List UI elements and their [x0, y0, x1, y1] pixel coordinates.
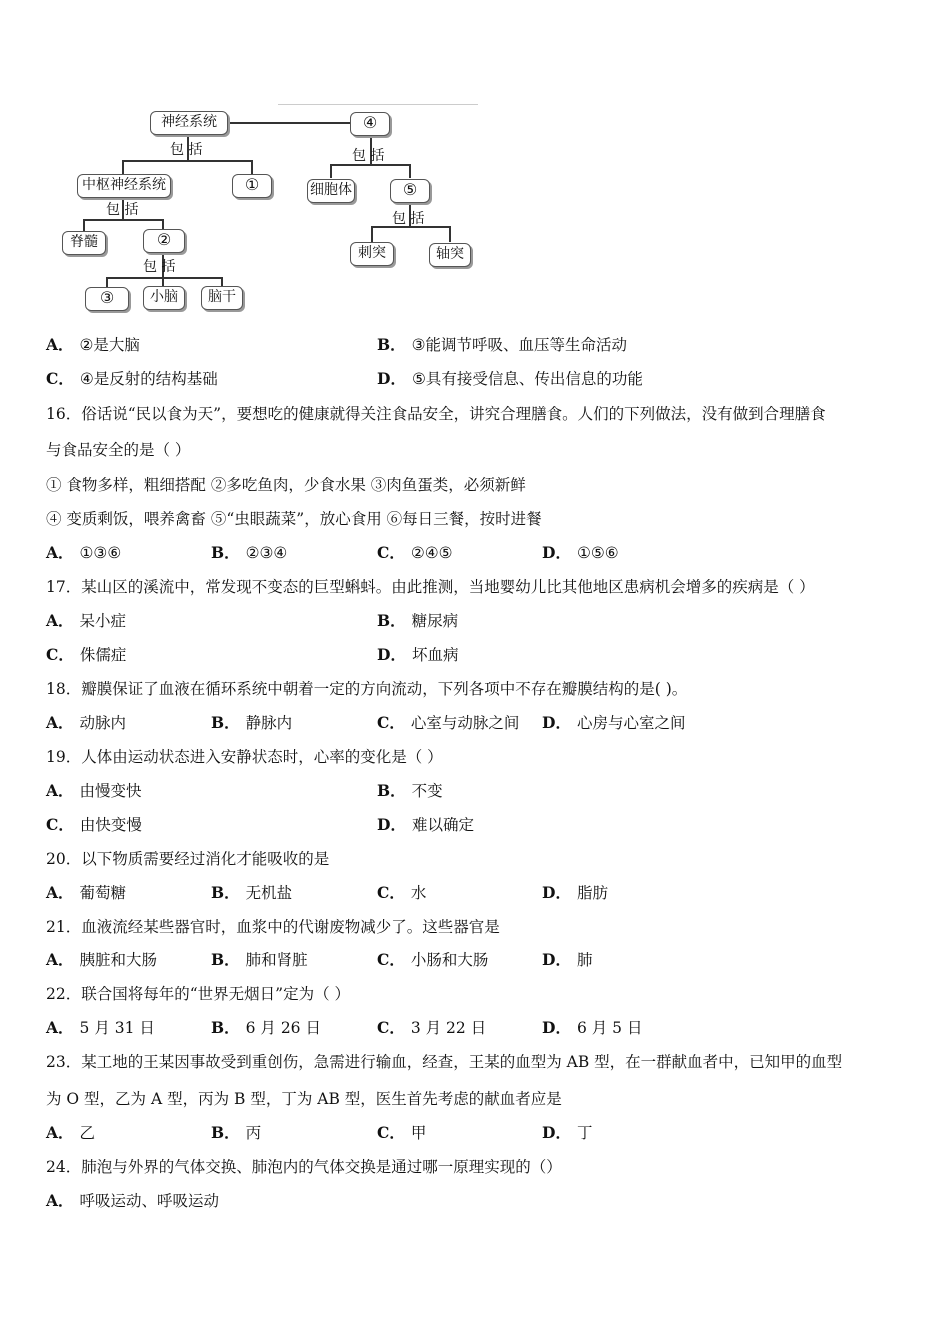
q18-option-a	[46, 713, 126, 733]
option-text: 胰脏和大肠	[79, 951, 158, 969]
option-letter: C．	[377, 713, 405, 732]
q22-option-c	[377, 1018, 486, 1038]
option-letter: B．	[211, 1123, 240, 1142]
option-letter: A．	[46, 883, 74, 902]
q19-option-b	[377, 781, 443, 801]
option-text: 由快变慢	[79, 816, 142, 834]
option-letter: D．	[377, 815, 406, 834]
option-text: ③能调节呼吸、血压等生命活动	[411, 336, 628, 354]
option-text: 静脉内	[245, 714, 293, 732]
q21-option-d	[542, 950, 592, 970]
connector	[449, 226, 451, 242]
option-letter: D．	[542, 713, 571, 732]
option-letter: C．	[377, 1018, 405, 1037]
q19-stem: 19．人体由运动状态进入安静状态时，心率的变化是（ ）	[46, 748, 443, 766]
node-cell-body: 细胞体	[307, 179, 355, 203]
option-letter: A．	[46, 950, 74, 969]
option-letter: D．	[377, 369, 406, 388]
option-letter: D．	[377, 645, 406, 664]
faint-line	[278, 104, 478, 105]
q19-option-a	[46, 781, 142, 801]
q21-option-a	[46, 950, 157, 970]
option-text: 甲	[410, 1124, 427, 1142]
q20-stem: 20．以下物质需要经过消化才能吸收的是	[46, 850, 330, 868]
option-text: 呆小症	[79, 612, 127, 630]
connector	[106, 277, 108, 287]
q23-stem-cont: 为 O 型，乙为 A 型，丙为 B 型，丁为 AB 型，医生首先考虑的献血者应是	[46, 1090, 562, 1108]
includes-label: 包 括	[170, 142, 203, 158]
includes-label: 包 括	[352, 148, 385, 164]
option-letter: C．	[377, 883, 405, 902]
option-letter: A．	[46, 713, 74, 732]
q22-option-a	[46, 1018, 155, 1038]
node-4: ④	[350, 112, 390, 136]
option-text: 丙	[245, 1124, 262, 1142]
option-letter: A．	[46, 1123, 74, 1142]
option-text: ①⑤⑥	[576, 544, 619, 562]
option-letter: B．	[211, 950, 240, 969]
option-letter: C．	[46, 815, 74, 834]
q21-option-c	[377, 950, 488, 970]
connector	[409, 164, 411, 178]
option-text: 6 月 5 日	[576, 1019, 643, 1037]
connector	[83, 219, 85, 231]
q15-option-d	[377, 369, 643, 389]
option-letter: D．	[542, 1123, 571, 1142]
option-letter: B．	[211, 713, 240, 732]
option-text: 难以确定	[411, 816, 474, 834]
includes-label: 包 括	[143, 259, 176, 275]
option-text: 由慢变快	[79, 782, 142, 800]
option-letter: B．	[377, 611, 406, 630]
option-text: ⑤具有接受信息、传出信息的功能	[411, 370, 643, 388]
option-letter: C．	[377, 950, 405, 969]
option-text: 水	[410, 884, 427, 902]
q17-stem: 17．某山区的溪流中，常发现不变态的巨型蝌蚪。由此推测，当地婴幼儿比其他地区患病机会增多的疾病是（ ）	[46, 578, 815, 596]
q20-option-d	[542, 883, 608, 903]
option-letter: A．	[46, 781, 74, 800]
option-letter: B．	[211, 1018, 240, 1037]
option-letter: C．	[46, 369, 74, 388]
q23-stem: 23．某工地的王某因事故受到重创伤，急需进行输血，经查，王某的血型为 AB 型，在一群献血者中，已知甲的血型	[46, 1053, 843, 1071]
q16-items: ① 食物多样，粗细搭配 ②多吃鱼肉，少食水果 ③肉鱼蛋类，必须新鲜	[46, 476, 526, 494]
option-letter: D．	[542, 543, 571, 562]
node-5: ⑤	[390, 179, 430, 203]
option-letter: D．	[542, 883, 571, 902]
option-letter: A．	[46, 1191, 74, 1210]
option-text: 肺和肾脏	[245, 951, 308, 969]
q20-option-c	[377, 883, 426, 903]
node-brainstem: 脑干	[201, 286, 243, 310]
q18-option-d	[542, 713, 685, 733]
option-text: 侏儒症	[79, 646, 127, 664]
connector	[122, 160, 124, 174]
q15-option-c	[46, 369, 218, 389]
node-2: ②	[143, 229, 185, 253]
q22-option-d	[542, 1018, 642, 1038]
q17-option-d	[377, 645, 458, 665]
option-letter: B．	[211, 543, 240, 562]
option-text: 呼吸运动、呼吸运动	[79, 1192, 220, 1210]
option-text: ②④⑤	[410, 544, 453, 562]
q16-option-d	[542, 543, 619, 563]
q23-option-d	[542, 1123, 592, 1143]
connector	[122, 160, 252, 162]
node-dendrite: 刺突	[350, 242, 394, 266]
option-text: 乙	[79, 1124, 96, 1142]
option-text: 葡萄糖	[79, 884, 127, 902]
option-text: 坏血病	[411, 646, 459, 664]
q23-option-c	[377, 1123, 426, 1143]
node-nervous-system: 神经系统	[150, 111, 228, 135]
option-text: 动脉内	[79, 714, 127, 732]
option-text: 无机盐	[245, 884, 293, 902]
q21-stem: 21．血液流经某些器官时，血浆中的代谢废物减少了。这些器官是	[46, 918, 500, 936]
option-letter: A．	[46, 543, 74, 562]
option-letter: B．	[377, 781, 406, 800]
q17-option-c	[46, 645, 126, 665]
q17-option-a	[46, 611, 126, 631]
option-letter: C．	[377, 543, 405, 562]
option-letter: C．	[377, 1123, 405, 1142]
connector	[83, 219, 163, 221]
connector	[371, 226, 373, 242]
q19-option-c	[46, 815, 142, 835]
q21-option-b	[211, 950, 308, 970]
option-text: 不变	[411, 782, 443, 800]
q22-stem: 22．联合国将每年的“世界无烟日”定为（ ）	[46, 985, 350, 1003]
node-cerebellum: 小脑	[143, 286, 185, 310]
q16-stem: 16．俗话说“民以食为天”，要想吃的健康就得关注食品安全，讲究合理膳食。人们的下列做法，没有做到合理膳食	[46, 405, 826, 423]
option-letter: C．	[46, 645, 74, 664]
option-text: 6 月 26 日	[245, 1019, 321, 1037]
connector	[228, 122, 352, 124]
node-spinal-cord: 脊髓	[62, 231, 106, 255]
q18-option-b	[211, 713, 292, 733]
option-text: 3 月 22 日	[410, 1019, 487, 1037]
q22-option-b	[211, 1018, 321, 1038]
q18-stem: 18．瓣膜保证了血液在循环系统中朝着一定的方向流动，下列各项中不存在瓣膜结构的是( )。	[46, 680, 688, 698]
option-text: 丁	[576, 1124, 593, 1142]
option-text: 5 月 31 日	[79, 1019, 155, 1037]
q19-option-d	[377, 815, 474, 835]
q24-option-a	[46, 1191, 219, 1211]
q15-option-a	[46, 335, 140, 355]
q23-option-a	[46, 1123, 95, 1143]
connector	[330, 164, 332, 178]
q24-stem: 24．肺泡与外界的气体交换、肺泡内的气体交换是通过哪一原理实现的（）	[46, 1158, 562, 1176]
option-letter: A．	[46, 1018, 74, 1037]
includes-label: 包 括	[392, 211, 425, 227]
node-axon: 轴突	[429, 243, 471, 267]
option-letter: B．	[211, 883, 240, 902]
q16-option-a	[46, 543, 121, 563]
connector	[106, 277, 222, 279]
q18-option-c	[377, 713, 519, 733]
option-text: 心房与心室之间	[576, 714, 686, 732]
q17-option-b	[377, 611, 458, 631]
option-text: ②③④	[245, 544, 288, 562]
option-letter: D．	[542, 950, 571, 969]
q16-option-c	[377, 543, 453, 563]
option-text: ①③⑥	[79, 544, 122, 562]
option-text: ④是反射的结构基础	[79, 370, 218, 388]
concept-map	[0, 0, 950, 330]
option-letter: D．	[542, 1018, 571, 1037]
q15-option-b	[377, 335, 627, 355]
includes-label: 包 括	[106, 202, 139, 218]
option-letter: A．	[46, 335, 74, 354]
q20-option-a	[46, 883, 126, 903]
q16-items: ④ 变质剩饭，喂养禽畜 ⑤“虫眼蔬菜”，放心食用 ⑥每日三餐，按时进餐	[46, 510, 542, 528]
node-cns: 中枢神经系统	[77, 174, 171, 198]
option-text: 糖尿病	[411, 612, 459, 630]
option-text: 小肠和大肠	[410, 951, 489, 969]
q16-stem-cont: 与食品安全的是（ ）	[46, 441, 191, 459]
option-letter: A．	[46, 611, 74, 630]
option-text: 脂肪	[576, 884, 608, 902]
option-text: 心室与动脉之间	[410, 714, 520, 732]
q16-option-b	[211, 543, 287, 563]
option-text: ②是大脑	[79, 336, 140, 354]
option-text: 肺	[576, 951, 593, 969]
q20-option-b	[211, 883, 292, 903]
node-1: ①	[232, 174, 272, 198]
q23-option-b	[211, 1123, 261, 1143]
node-3: ③	[85, 287, 129, 311]
option-letter: B．	[377, 335, 406, 354]
connector	[251, 160, 253, 174]
